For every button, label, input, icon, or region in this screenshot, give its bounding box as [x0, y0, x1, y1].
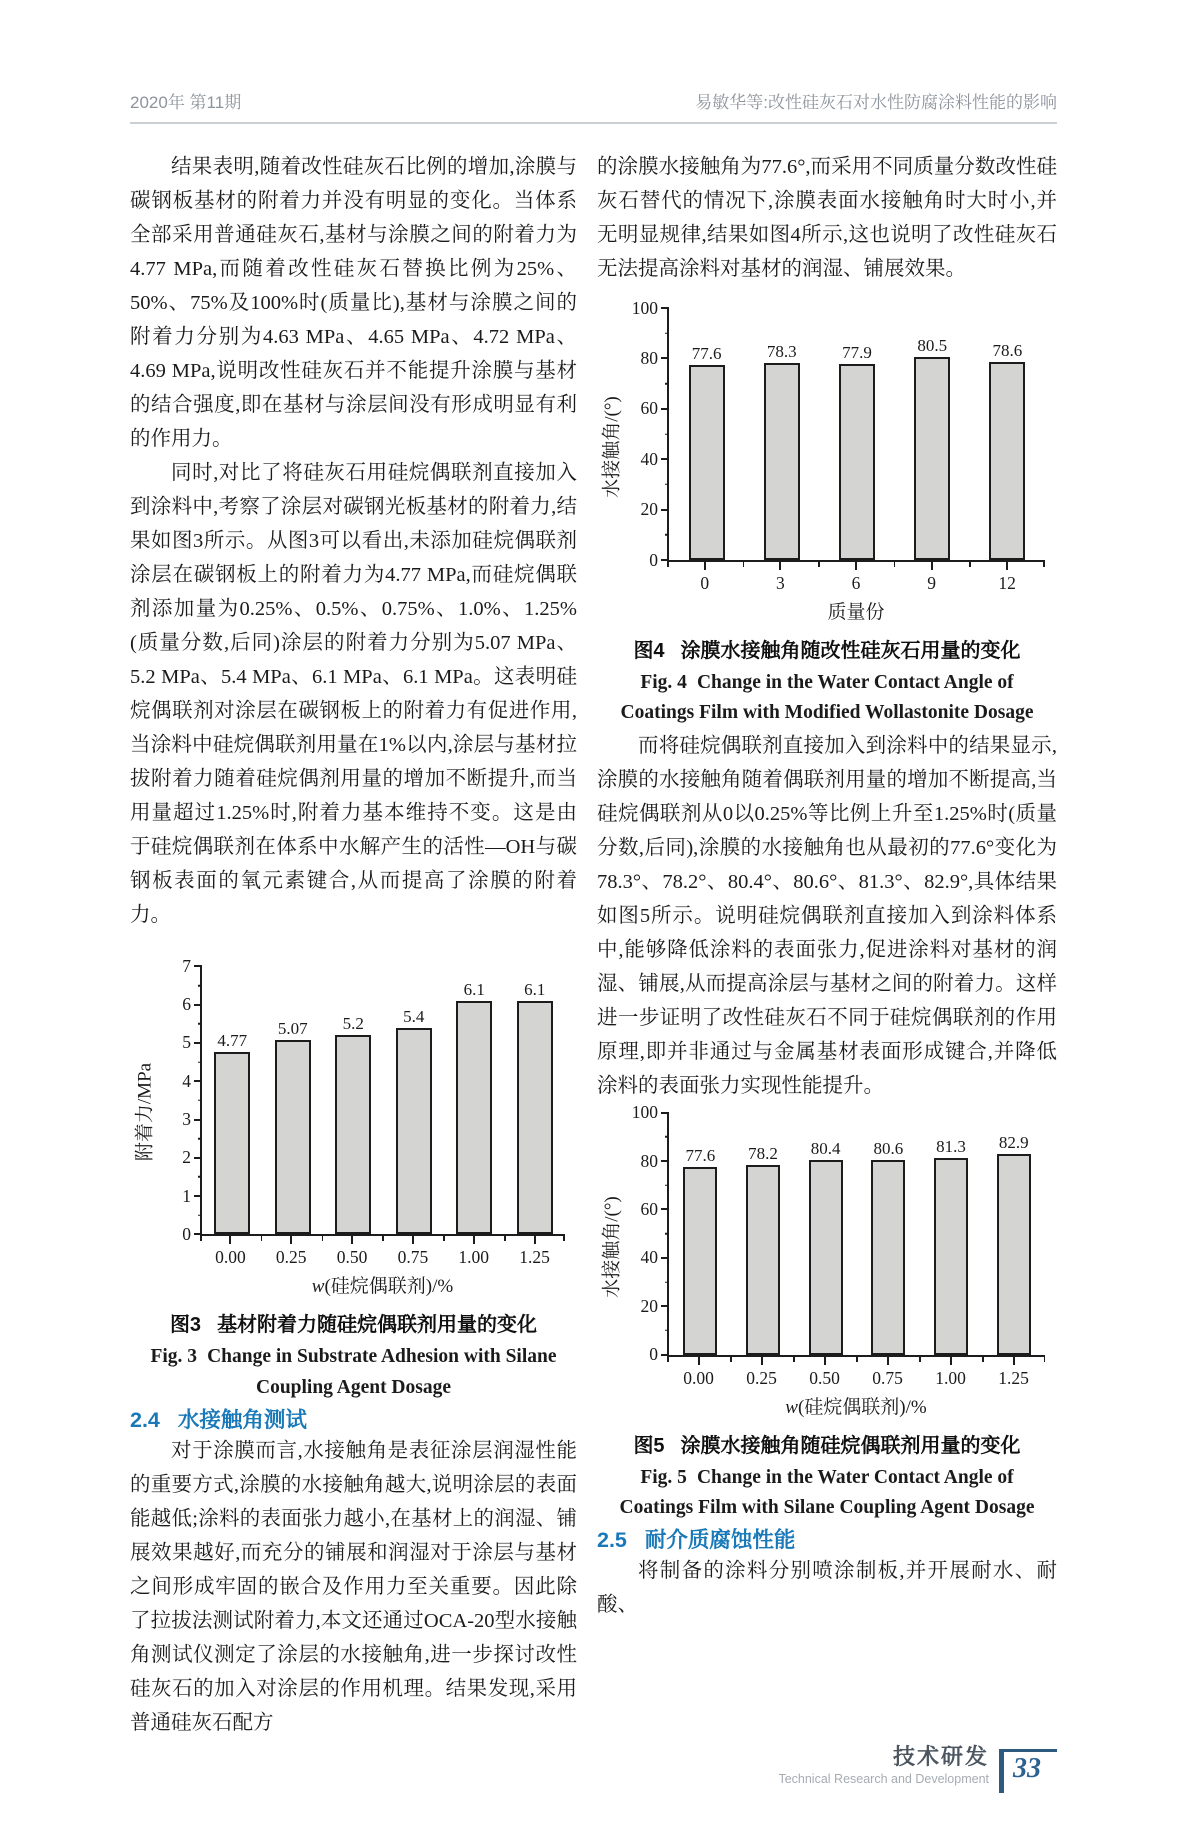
x-tick-label: 6 [851, 573, 861, 594]
bar-value-label: 78.2 [748, 1144, 778, 1164]
bar-value-label: 77.9 [842, 342, 872, 362]
figure5-caption-en-text: Change in the Water Contact Angle of Coatings Film with Silane Coupling Agent Dosage [619, 1466, 1035, 1518]
y-tick-label: 40 [640, 1247, 658, 1268]
y-tick-label: 0 [649, 549, 658, 570]
figure5-caption [597, 1419, 1057, 1523]
bar-value-label: 77.6 [691, 343, 722, 363]
x-tick-label: 3 [776, 573, 785, 594]
section-2-4-title: 水接触角测试 [177, 1407, 307, 1432]
figure5-caption-cn [597, 1429, 1057, 1458]
bar [456, 1001, 492, 1235]
bar [517, 1001, 553, 1235]
section-2-4-number: 2.4 [130, 1407, 160, 1432]
figure4-caption-en-text: Change in the Water Contact Angle of Coatings Film with Modified Wollastonite Dosage [620, 672, 1034, 724]
section-2-5-number: 2.5 [597, 1528, 627, 1553]
figure3-caption-en [130, 1342, 577, 1402]
x-tick-label: 0.50 [809, 1367, 840, 1388]
bar [934, 1158, 968, 1355]
bar-value-label: 77.6 [685, 1145, 716, 1165]
figure4-caption-en [597, 668, 1057, 728]
figure5-bar-chart [597, 1101, 1057, 1419]
y-tick-label: 0 [649, 1343, 658, 1364]
figure4-caption-cn-text: 涂膜水接触角随改性硅灰石用量的变化 [680, 640, 1021, 663]
x-tick-label: 0 [700, 573, 710, 594]
chart-plot-area [631, 297, 1045, 570]
bar-value-label: 81.3 [936, 1136, 966, 1156]
y-tick-label: 4 [182, 1070, 191, 1091]
x-tick-label: 1.00 [458, 1247, 490, 1268]
x-tick-label: 12 [998, 573, 1016, 594]
paragraph-contact-angle-continued: 的涂膜水接触角为77.6°,而采用不同质量分数改性硅灰石替代的情况下,涂膜表面水接触角时大时小,并无明显规律,结果如图4所示,这也说明了改性硅灰石无法提高涂料对基材的润湿、铺展效果。 [597, 156, 1057, 281]
bar-value-label: 5.07 [277, 1019, 308, 1039]
bar-value-label: 5.4 [403, 1006, 425, 1026]
y-tick-label: 0 [182, 1223, 191, 1244]
bar-value-label: 4.77 [217, 1030, 248, 1050]
bar-value-label: 78.6 [992, 341, 1023, 360]
figure-3 [130, 955, 577, 1402]
bar [914, 357, 950, 560]
x-tick-label: 0.75 [397, 1247, 429, 1268]
x-tick-label: 0.25 [275, 1247, 307, 1268]
bar-value-label: 82.9 [998, 1133, 1029, 1153]
x-tick-label: 9 [927, 573, 936, 594]
figure5-caption-en-label: Fig. 5 [640, 1466, 687, 1488]
footer-label-cn: 技术研发 [892, 1743, 989, 1769]
y-axis-title: 水接触角/(°) [601, 1196, 623, 1299]
x-axis-title: 质量份 [827, 602, 885, 624]
y-tick-label: 80 [640, 347, 658, 368]
bar [809, 1160, 843, 1355]
y-axis-title: 附着力/MPa [134, 1063, 156, 1162]
figure-5 [597, 1101, 1057, 1523]
y-axis-title: 水接触角/(°) [601, 396, 623, 498]
y-tick-label: 100 [631, 1101, 658, 1122]
bar [396, 1028, 432, 1235]
bar [214, 1052, 250, 1235]
page-footer [130, 1740, 1057, 1786]
bar-value-label: 5.2 [342, 1014, 364, 1034]
figure3-bar-chart [130, 955, 577, 1298]
bar-value-label: 80.4 [810, 1139, 841, 1159]
bar [689, 365, 725, 561]
figure4-caption-cn-label: 图4 [633, 640, 665, 663]
figure4-caption-cn [597, 634, 1057, 663]
figure4-caption [597, 624, 1057, 728]
paragraph-silane-contact-angle: 而将硅烷偶联剂直接加入到涂料中的结果显示,涂膜的水接触角随着偶联剂用量的增加不断提高,当硅烷偶联剂从0以0.25%等比例上升至1.25%时(质量分数,后同),涂膜的水接触角也从最初的77.6°变化为78.3°、78.2°、80.4°、80.6°、81.3°、82.9°,具体结果如图5所示。说明硅烷偶联剂直接加入到涂料体系中,能够降低涂料的表面张力,促进涂料对基材的润湿、铺展,从而提高涂层与基材之间的附着力。这样进一步证明了改性硅灰石不同于硅烷偶联剂的作用原理,即并非通过与金属基材表面形成键合,并降低涂料的表面张力实现性能提升。 [597, 734, 1057, 1097]
figure5-caption-cn-text: 涂膜水接触角随硅烷偶联剂用量的变化 [680, 1434, 1021, 1457]
figure3-caption [130, 1298, 577, 1402]
y-tick-label: 20 [640, 1295, 658, 1316]
y-tick-label: 40 [640, 448, 658, 469]
footer-section-label [778, 1740, 989, 1786]
paragraph-results-adhesion: 结果表明,随着改性硅灰石比例的增加,涂膜与碳钢板基材的附着力并没有明显的变化。当体系全部采用普通硅灰石,基材与涂膜之间的附着力为4.77 MPa,而随着改性硅灰石替换比例为25%、50%、75%及100%时(质量比),基材与涂膜之间的附着力分别为4.63 MPa、4.65 MPa、4.72 MPa、4.69 MPa,说明改性硅灰石并不能提升涂膜与基材的结合强度,即在基材与涂层间没有形成明显有利的作用力。 [130, 156, 577, 451]
y-tick-label: 80 [640, 1150, 658, 1171]
figure3-caption-en-label: Fig. 3 [150, 1346, 198, 1368]
figure5-caption-en [597, 1463, 1057, 1523]
x-tick-label: 1.25 [998, 1367, 1029, 1388]
bar [764, 363, 800, 560]
bar-value-label: 6.1 [463, 979, 485, 999]
bar [989, 362, 1025, 560]
figure4-caption-en-label: Fig. 4 [640, 672, 687, 694]
x-tick-label: 0.75 [872, 1367, 903, 1388]
figure5-caption-cn-label: 图5 [633, 1434, 665, 1457]
paragraph-contact-angle-intro: 对于涂膜而言,水接触角是表征涂层润湿性能的重要方式,涂膜的水接触角越大,说明涂层的表面能越低;涂料的表面张力越小,在基材上的润湿、铺展效果越好,而充分的铺展和润湿对于涂层与基材之间形成牢固的嵌合及作用力至关重要。因此除了拉拔法测试附着力,本文还通过OCA-20型水接触角测试仪测定了涂层的水接触角,进一步探讨改性硅灰石的加入对涂层的作用机理。结果发现,采用普通硅灰石配方 [130, 1439, 577, 1734]
paragraph-corrosion-intro: 将制备的涂料分别喷涂制板,并开展耐水、耐酸、 [597, 1560, 1057, 1617]
page-header [130, 88, 1057, 124]
y-tick-label: 20 [640, 498, 658, 519]
bar-value-label: 6.1 [524, 979, 546, 999]
x-tick-label: 0.00 [683, 1367, 714, 1388]
figure3-caption-en-text: Change in Substrate Adhesion with Silane Coupling Agent Dosage [207, 1346, 557, 1398]
chart-plot-area [182, 955, 565, 1244]
bar [746, 1165, 780, 1354]
bar-value-label: 80.6 [873, 1138, 904, 1158]
section-heading-2-4 [130, 1403, 577, 1434]
chart-plot-area [631, 1101, 1045, 1364]
bar [839, 364, 875, 560]
right-column [597, 150, 1057, 1740]
bar [997, 1154, 1031, 1355]
bar-value-label: 78.3 [766, 341, 797, 361]
y-tick-label: 60 [640, 1198, 658, 1219]
bar [335, 1035, 371, 1234]
x-axis-title: w(硅烷偶联剂)/% [785, 1396, 927, 1418]
y-tick-label: 5 [182, 1032, 191, 1053]
figure3-caption-cn-label: 图3 [169, 1314, 202, 1337]
y-tick-label: 2 [182, 1147, 191, 1168]
page-number: 33 [999, 1749, 1057, 1793]
x-axis-title: w(硅烷偶联剂)/% [311, 1276, 454, 1298]
x-tick-label: 1.25 [519, 1247, 550, 1268]
bar [275, 1040, 311, 1234]
bar [683, 1167, 717, 1355]
footer-label-en: Technical Research and Development [778, 1771, 989, 1786]
figure4-bar-chart [597, 297, 1057, 624]
y-tick-label: 3 [182, 1108, 191, 1129]
x-tick-label: 0.50 [336, 1247, 368, 1268]
figure-4 [597, 297, 1057, 728]
y-tick-label: 7 [182, 955, 191, 976]
header-issue: 2020年 第11期 [130, 93, 242, 112]
y-tick-label: 60 [640, 398, 658, 419]
left-column [130, 150, 577, 1740]
bar-value-label: 80.5 [917, 336, 948, 356]
x-tick-label: 1.00 [935, 1367, 966, 1388]
content-columns [130, 150, 1057, 1740]
bar [871, 1160, 905, 1355]
paragraph-silane-adhesion: 同时,对比了将硅灰石用硅烷偶联剂直接加入到涂料中,考察了涂层对碳钢光板基材的附着力,结果如图3所示。从图3可以看出,未添加硅烷偶联剂涂层在碳钢板上的附着力为4.77 MPa,而硅烷偶联剂添加量为0.25%、0.5%、0.75%、1.0%、1.25%(质量分数,后同)涂层的附着力分别为5.07 MPa、5.2 MPa、5.4 MPa、6.1 MPa、6.1 MPa。这表明硅烷偶联剂对涂层在碳钢板上的附着力有促进作用,当涂料中硅烷偶联剂用量在1%以内,涂层与基材拉拔附着力随着硅烷偶剂用量的增加不断提升,而当用量超过1.25%时,附着力基本维持不变。这是由于硅烷偶联剂在体系中水解产生的活性—OH与碳钢板表面的氧元素键合,从而提高了涂膜的附着力。 [130, 462, 577, 927]
section-2-5-title: 耐介质腐蚀性能 [644, 1528, 796, 1553]
y-tick-label: 1 [182, 1185, 191, 1206]
x-tick-label: 0.25 [746, 1367, 777, 1388]
y-tick-label: 100 [631, 297, 658, 318]
y-tick-label: 6 [182, 993, 191, 1014]
header-running-title: 易敏华等:改性硅灰石对水性防腐涂料性能的影响 [695, 93, 1057, 112]
figure3-caption-cn-text: 基材附着力随硅烷偶联剂用量的变化 [217, 1314, 538, 1337]
x-tick-label: 0.00 [215, 1247, 246, 1268]
section-heading-2-5 [597, 1523, 1057, 1554]
figure3-caption-cn [130, 1308, 577, 1337]
